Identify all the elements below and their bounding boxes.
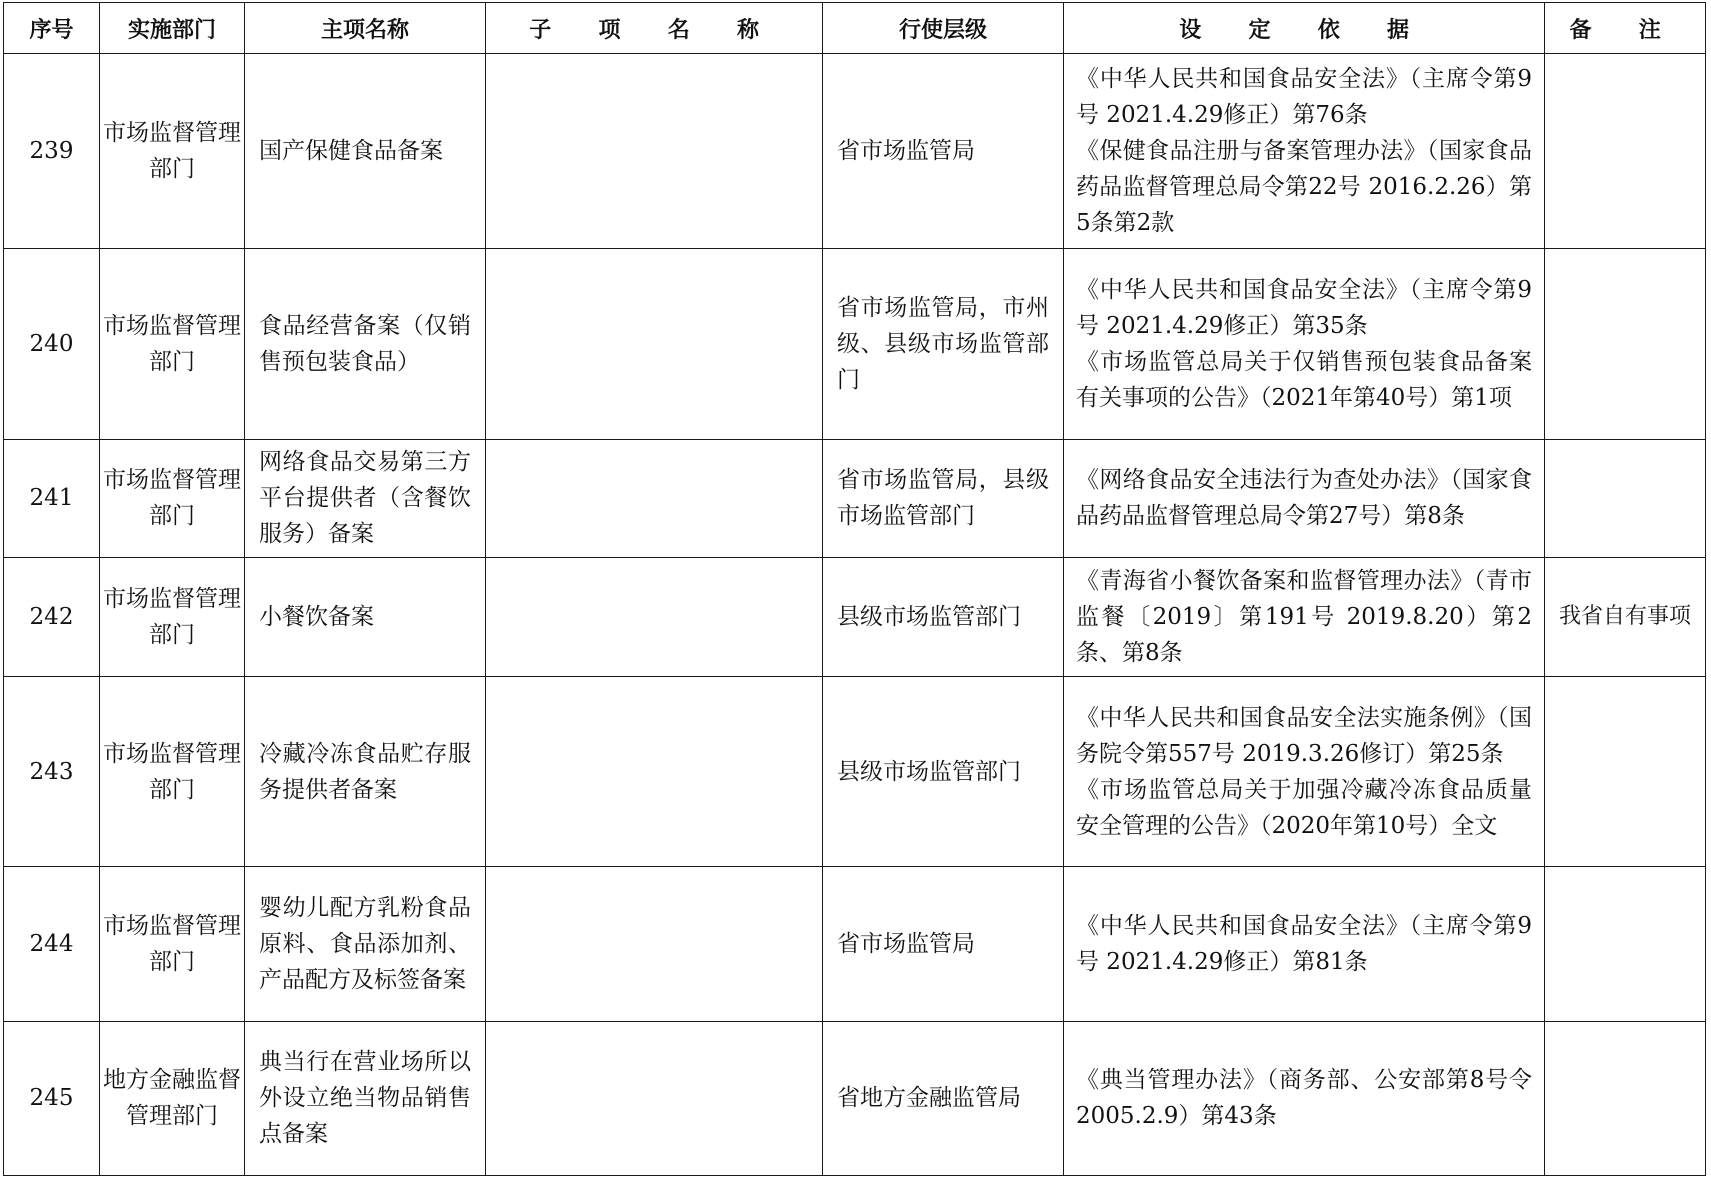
cell-dept: 市场监督管理部门 bbox=[100, 439, 245, 558]
table-row bbox=[4, 249, 1706, 439]
cell-sub-item bbox=[486, 867, 823, 1021]
basis-line: 《市场监管总局关于加强冷藏冷冻食品质量安全管理的公告》（2020年第10号）全文 bbox=[1076, 776, 1532, 839]
cell-basis bbox=[1064, 558, 1545, 677]
cell-level: 省市场监管局，市州级、县级市场监管部门 bbox=[823, 249, 1064, 439]
cell-level: 省市场监管局，县级市场监管部门 bbox=[823, 439, 1064, 558]
cell-seq: 240 bbox=[4, 249, 100, 439]
header-level: 行使层级 bbox=[823, 3, 1064, 54]
basis-line: 《中华人民共和国食品安全法》（主席令第9号 2021.4.29修正）第76条 bbox=[1076, 66, 1532, 129]
cell-main-item: 国产保健食品备案 bbox=[245, 54, 486, 249]
basis-line: 《中华人民共和国食品安全法》（主席令第9号 2021.4.29修正）第35条 bbox=[1076, 276, 1532, 339]
header-seq: 序号 bbox=[4, 3, 100, 54]
header-basis: 设 定 依 据 bbox=[1064, 3, 1545, 54]
cell-main-item: 婴幼儿配方乳粉食品原料、食品添加剂、产品配方及标签备案 bbox=[245, 867, 486, 1021]
cell-sub-item bbox=[486, 439, 823, 558]
cell-note bbox=[1545, 249, 1706, 439]
cell-sub-item bbox=[486, 54, 823, 249]
cell-dept: 市场监督管理部门 bbox=[100, 54, 245, 249]
cell-dept: 市场监督管理部门 bbox=[100, 677, 245, 867]
cell-note bbox=[1545, 439, 1706, 558]
cell-note bbox=[1545, 54, 1706, 249]
filing-items-table bbox=[3, 2, 1706, 1176]
cell-main-item: 网络食品交易第三方平台提供者（含餐饮服务）备案 bbox=[245, 439, 486, 558]
cell-basis bbox=[1064, 54, 1545, 249]
cell-note bbox=[1545, 1021, 1706, 1175]
cell-basis bbox=[1064, 867, 1545, 1021]
header-row bbox=[4, 3, 1706, 54]
cell-basis bbox=[1064, 1021, 1545, 1175]
table-row bbox=[4, 439, 1706, 558]
cell-sub-item bbox=[486, 1021, 823, 1175]
cell-seq: 239 bbox=[4, 54, 100, 249]
table-row bbox=[4, 677, 1706, 867]
basis-line: 《典当管理办法》（商务部、公安部第8号令 2005.2.9）第43条 bbox=[1076, 1067, 1532, 1130]
table-row bbox=[4, 1021, 1706, 1175]
cell-seq: 241 bbox=[4, 439, 100, 558]
cell-main-item: 食品经营备案（仅销售预包装食品） bbox=[245, 249, 486, 439]
header-note: 备 注 bbox=[1545, 3, 1706, 54]
cell-sub-item bbox=[486, 558, 823, 677]
cell-basis bbox=[1064, 439, 1545, 558]
cell-level: 县级市场监管部门 bbox=[823, 677, 1064, 867]
cell-main-item: 小餐饮备案 bbox=[245, 558, 486, 677]
table-row bbox=[4, 558, 1706, 677]
cell-dept: 市场监督管理部门 bbox=[100, 249, 245, 439]
basis-line: 《网络食品安全违法行为查处办法》（国家食品药品监督管理总局令第27号）第8条 bbox=[1076, 467, 1532, 530]
cell-dept: 市场监督管理部门 bbox=[100, 867, 245, 1021]
basis-line: 《中华人民共和国食品安全法》（主席令第9号 2021.4.29修正）第81条 bbox=[1076, 912, 1532, 975]
cell-sub-item bbox=[486, 249, 823, 439]
cell-sub-item bbox=[486, 677, 823, 867]
table-row bbox=[4, 54, 1706, 249]
cell-dept: 市场监督管理部门 bbox=[100, 558, 245, 677]
cell-main-item: 典当行在营业场所以外设立绝当物品销售点备案 bbox=[245, 1021, 486, 1175]
cell-note: 我省自有事项 bbox=[1545, 558, 1706, 677]
cell-basis bbox=[1064, 249, 1545, 439]
table-row bbox=[4, 867, 1706, 1021]
cell-seq: 244 bbox=[4, 867, 100, 1021]
header-dept: 实施部门 bbox=[100, 3, 245, 54]
cell-basis bbox=[1064, 677, 1545, 867]
header-sub-item: 子 项 名 称 bbox=[486, 3, 823, 54]
basis-line: 《市场监管总局关于仅销售预包装食品备案有关事项的公告》（2021年第40号）第1项 bbox=[1076, 348, 1532, 411]
cell-main-item: 冷藏冷冻食品贮存服务提供者备案 bbox=[245, 677, 486, 867]
cell-level: 县级市场监管部门 bbox=[823, 558, 1064, 677]
basis-line: 《保健食品注册与备案管理办法》（国家食品药品监督管理总局令第22号 2016.2.26）第5条第2款 bbox=[1076, 138, 1532, 237]
cell-seq: 243 bbox=[4, 677, 100, 867]
cell-note bbox=[1545, 867, 1706, 1021]
basis-line: 《中华人民共和国食品安全法实施条例》（国务院令第557号 2019.3.26修订）第25条 bbox=[1076, 704, 1532, 767]
cell-level: 省地方金融监管局 bbox=[823, 1021, 1064, 1175]
cell-level: 省市场监管局 bbox=[823, 54, 1064, 249]
header-main-item: 主项名称 bbox=[245, 3, 486, 54]
cell-dept: 地方金融监督管理部门 bbox=[100, 1021, 245, 1175]
cell-seq: 242 bbox=[4, 558, 100, 677]
basis-line: 《青海省小餐饮备案和监督管理办法》（青市监餐〔2019〕第191号 2019.8.20）第2条、第8条 bbox=[1076, 568, 1532, 667]
cell-note bbox=[1545, 677, 1706, 867]
cell-seq: 245 bbox=[4, 1021, 100, 1175]
cell-level: 省市场监管局 bbox=[823, 867, 1064, 1021]
